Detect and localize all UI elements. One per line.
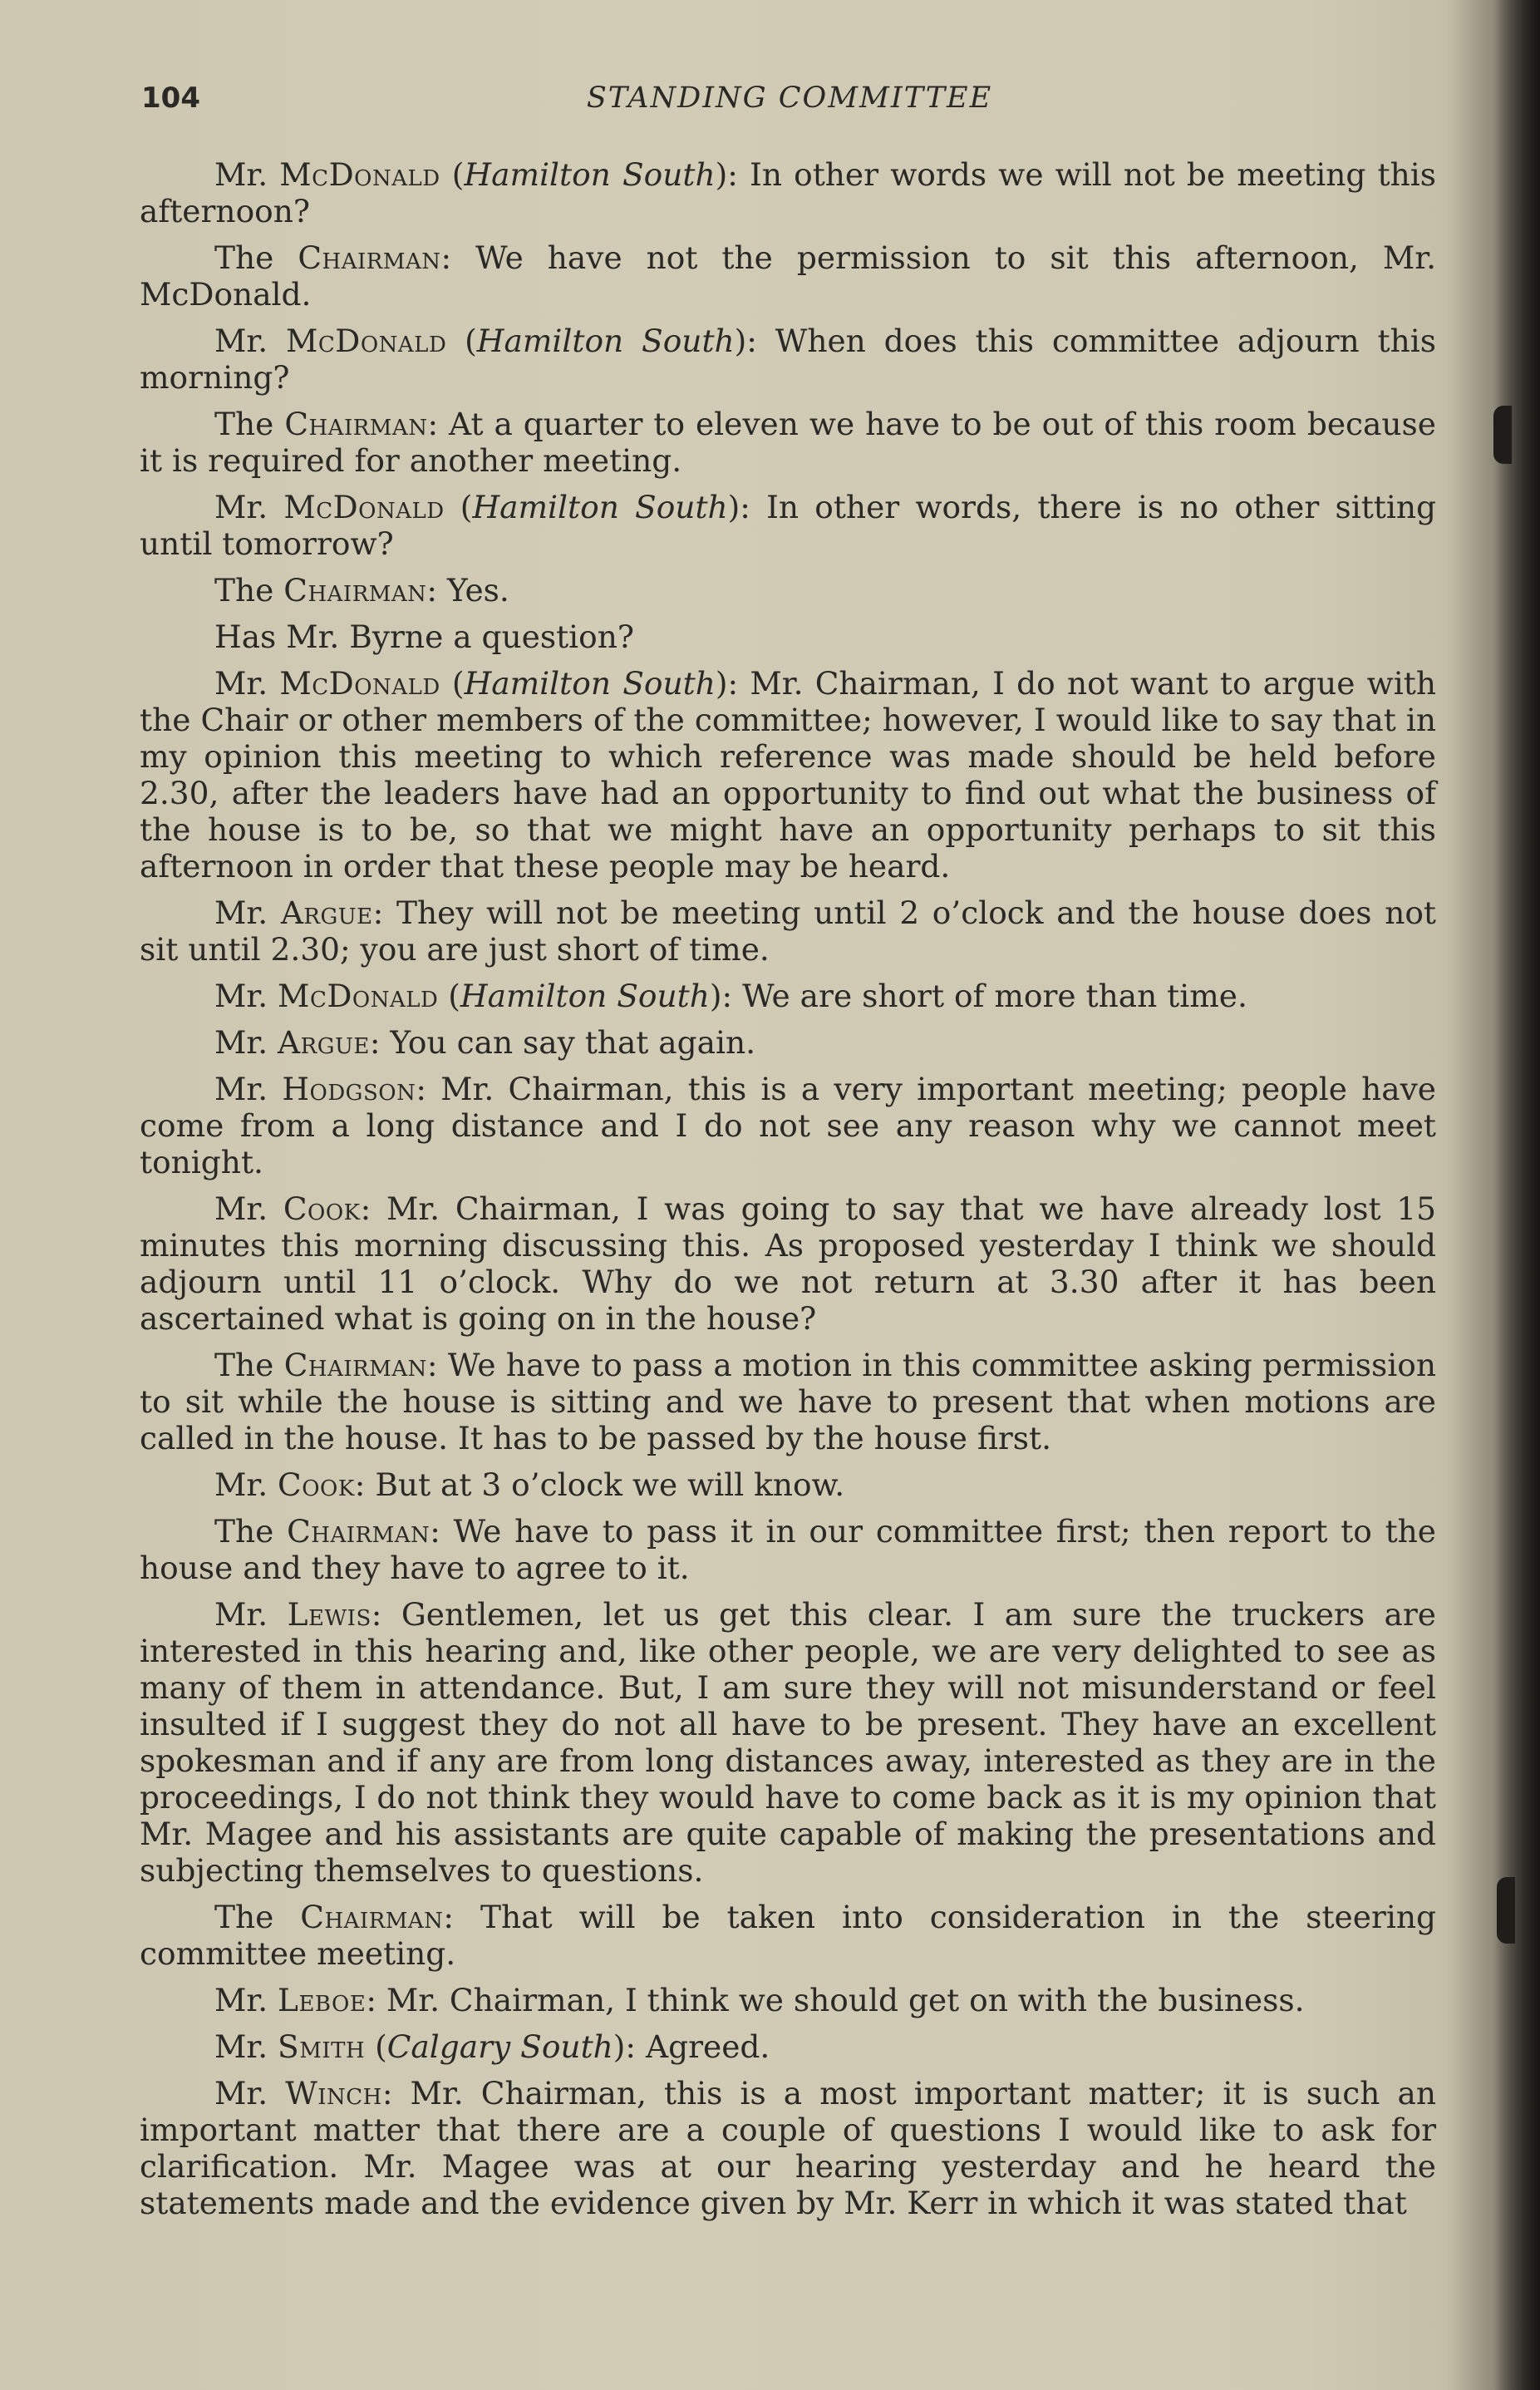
speaker-prefix: Mr. — [214, 156, 280, 193]
transcript-paragraph — [140, 1466, 1436, 1503]
paragraph-text: They will not be meeting until 2 o’clock and the house does not sit until 2.30; you are just short of time. — [140, 894, 1436, 968]
transcript-paragraph — [140, 2075, 1436, 2221]
speaker-suffix: : — [443, 1899, 455, 1935]
speaker-name: McDonald — [283, 489, 445, 525]
constituency: Calgary South — [386, 2028, 613, 2065]
transcript-paragraph — [140, 2028, 1436, 2065]
running-title: STANDING COMMITTEE — [586, 81, 993, 115]
paragraph-text: Mr. Chairman, this is a very important meeting; people have come from a long distance and I do not see any reason why we cannot meet tonight. — [140, 1071, 1436, 1180]
speaker-suffix: : — [366, 1982, 376, 2018]
paragraph-text: We have to pass a motion in this committee asking permission to sit while the house is sitting and we have to present that when motions are called in the house. It has to be passed by the house first. — [140, 1347, 1436, 1456]
speaker-name: Chairman — [298, 239, 441, 276]
speaker-suffix: : — [369, 1024, 381, 1061]
speaker-suffix: : — [372, 894, 384, 931]
speaker-prefix: Mr. — [214, 1071, 283, 1107]
speaker-name: McDonald — [285, 323, 447, 359]
speaker-name: Chairman — [287, 1513, 431, 1550]
speaker-suffix: : — [426, 572, 438, 609]
speaker-prefix: The — [214, 1899, 301, 1935]
constituency-open: ( — [444, 489, 473, 525]
paragraph-text: Mr. Chairman, this is a most important matter; it is such an important matter that there are a couple of questions I would like to ask for clarification. Mr. Magee was at our hearing yesterday and he heard the statements made and the evidence given by Mr. Kerr in which it was stated that — [140, 2075, 1436, 2221]
speaker-name: Chairman — [283, 1347, 427, 1383]
page-number: 104 — [141, 81, 200, 115]
transcript-paragraph — [140, 239, 1436, 313]
speaker-suffix: ): — [727, 489, 750, 525]
speaker-prefix: Mr. — [214, 323, 286, 359]
transcript-paragraph — [140, 1347, 1436, 1456]
constituency: Hamilton South — [464, 665, 716, 702]
paragraph-text: When does this committee adjourn this morning? — [140, 323, 1436, 396]
speaker-prefix: Mr. — [214, 2075, 286, 2112]
speaker-suffix: : — [440, 239, 452, 276]
constituency: Hamilton South — [464, 156, 716, 193]
constituency-open: ( — [438, 978, 460, 1014]
transcript-paragraph — [140, 665, 1436, 885]
speaker-suffix: ): — [734, 323, 757, 359]
speaker-name: Lewis — [287, 1596, 371, 1633]
paragraph-text: But at 3 o’clock we will know. — [365, 1466, 845, 1503]
speaker-prefix: Mr. — [214, 1466, 278, 1503]
speaker-prefix: The — [214, 239, 298, 276]
paragraph-text: Agreed. — [636, 2028, 770, 2065]
page-header — [141, 81, 1438, 123]
transcript-paragraph — [140, 323, 1436, 396]
transcript-paragraph — [140, 1513, 1436, 1586]
speaker-suffix: ): — [709, 978, 733, 1014]
transcript-paragraph — [140, 1982, 1436, 2018]
transcript-paragraph — [140, 1596, 1436, 1889]
transcript-body — [140, 156, 1436, 2231]
speaker-suffix: ): — [613, 2028, 637, 2065]
paragraph-text: At a quarter to eleven we have to be out of this room because it is required for another meeting. — [140, 406, 1436, 479]
speaker-suffix: : — [360, 1190, 371, 1227]
speaker-suffix: : — [371, 1596, 382, 1633]
constituency-open: ( — [440, 665, 465, 702]
speaker-prefix: Mr. — [214, 1982, 278, 2018]
transcript-paragraph — [140, 618, 1436, 655]
speaker-name: Chairman — [300, 1899, 444, 1935]
constituency: Hamilton South — [476, 323, 735, 359]
speaker-name: McDonald — [279, 665, 440, 702]
speaker-prefix: The — [214, 1347, 284, 1383]
speaker-suffix: : — [430, 1513, 440, 1550]
speaker-name: Hodgson — [282, 1071, 416, 1107]
paragraph-text: Mr. Chairman, I was going to say that we have already lost 15 minutes this morning discussing this. As proposed yesterday I think we should adjourn until 11 o’clock. Why do we not return at 3.30 after it has been ascertained what is going on in the house? — [140, 1190, 1436, 1337]
speaker-prefix: Mr. — [214, 978, 278, 1014]
speaker-prefix: Mr. — [214, 489, 284, 525]
constituency: Hamilton South — [472, 489, 728, 525]
speaker-name: Argue — [278, 1024, 370, 1061]
speaker-prefix: The — [214, 572, 284, 609]
constituency-open: ( — [440, 156, 465, 193]
speaker-suffix: : — [381, 2075, 393, 2112]
speaker-prefix: Mr. — [214, 1596, 288, 1633]
transcript-paragraph — [140, 1024, 1436, 1061]
transcript-paragraph — [140, 406, 1436, 479]
paragraph-text: We are short of more than time. — [732, 978, 1247, 1014]
speaker-suffix: : — [426, 1347, 438, 1383]
constituency-open: ( — [446, 323, 477, 359]
speaker-name: Chairman — [283, 572, 427, 609]
speaker-suffix: : — [427, 406, 439, 442]
speaker-prefix: Mr. — [214, 665, 280, 702]
speaker-name: McDonald — [278, 978, 439, 1014]
transcript-paragraph — [140, 572, 1436, 609]
transcript-paragraph — [140, 978, 1436, 1014]
constituency-open: ( — [365, 2028, 387, 2065]
paragraph-text: You can say that again. — [380, 1024, 756, 1061]
binding-clip — [1497, 1877, 1515, 1944]
paragraph-text: Mr. Chairman, I do not want to argue with the Chair or other members of the committee; however, I would like to say that in my opinion this meeting to which reference was made should be held before 2.30, after the leaders have had an opportunity to find out what the business of the house is to be, so that we might have an opportunity perhaps to sit this afternoon in order that these people may be heard. — [140, 665, 1436, 885]
transcript-paragraph — [140, 156, 1436, 229]
binding-clip — [1493, 406, 1512, 464]
paragraph-text: Has Mr. Byrne a question? — [214, 618, 634, 655]
speaker-suffix: ): — [715, 156, 738, 193]
speaker-prefix: The — [214, 406, 285, 442]
speaker-name: Winch — [285, 2075, 382, 2112]
transcript-paragraph — [140, 894, 1436, 968]
paragraph-text: In other words, there is no other sitting until tomorrow? — [140, 489, 1436, 562]
speaker-suffix: : — [354, 1466, 366, 1503]
constituency: Hamilton South — [460, 978, 710, 1014]
paragraph-text: Gentlemen, let us get this clear. I am sure the truckers are interested in this hearing and, like other people, we are very delighted to see as many of them in attendance. But, I am sure they will not misunderstand or feel insulted if I suggest they do not all have to be present. They have an excellent spokesman and if any are from long distances away, interested as they are in the proceedings, I do not think they would have to come back as it is my opinion that Mr. Magee and his assistants are quite capable of making the presentations and subjecting themselves to questions. — [140, 1596, 1436, 1889]
transcript-paragraph — [140, 1071, 1436, 1180]
paragraph-text: We have to pass it in our committee first; then report to the house and they have to agree to it. — [140, 1513, 1436, 1586]
transcript-paragraph — [140, 1899, 1436, 1972]
transcript-paragraph — [140, 489, 1436, 562]
speaker-prefix: Mr. — [214, 894, 281, 931]
paragraph-text: That will be taken into consideration in the steering committee meeting. — [140, 1899, 1437, 1972]
speaker-name: Smith — [278, 2028, 366, 2065]
speaker-prefix: Mr. — [214, 1024, 278, 1061]
speaker-name: Cook — [283, 1190, 361, 1227]
paragraph-text: In other words we will not be meeting this afternoon? — [140, 156, 1436, 229]
speaker-name: Argue — [280, 894, 373, 931]
paragraph-text: Yes. — [437, 572, 509, 609]
speaker-prefix: Mr. — [214, 1190, 283, 1227]
paragraph-text: We have not the permission to sit this afternoon, Mr. McDonald. — [140, 239, 1436, 313]
speaker-name: Leboe — [278, 1982, 367, 2018]
paragraph-text: Mr. Chairman, I think we should get on with the business. — [376, 1982, 1305, 2018]
speaker-suffix: : — [416, 1071, 426, 1107]
page-edge-shadow — [1494, 0, 1540, 2390]
speaker-name: McDonald — [279, 156, 440, 193]
speaker-prefix: Mr. — [214, 2028, 278, 2065]
speaker-prefix: The — [214, 1513, 288, 1550]
speaker-name: Chairman — [284, 406, 428, 442]
speaker-name: Cook — [278, 1466, 355, 1503]
transcript-paragraph — [140, 1190, 1436, 1337]
speaker-suffix: ): — [715, 665, 739, 702]
